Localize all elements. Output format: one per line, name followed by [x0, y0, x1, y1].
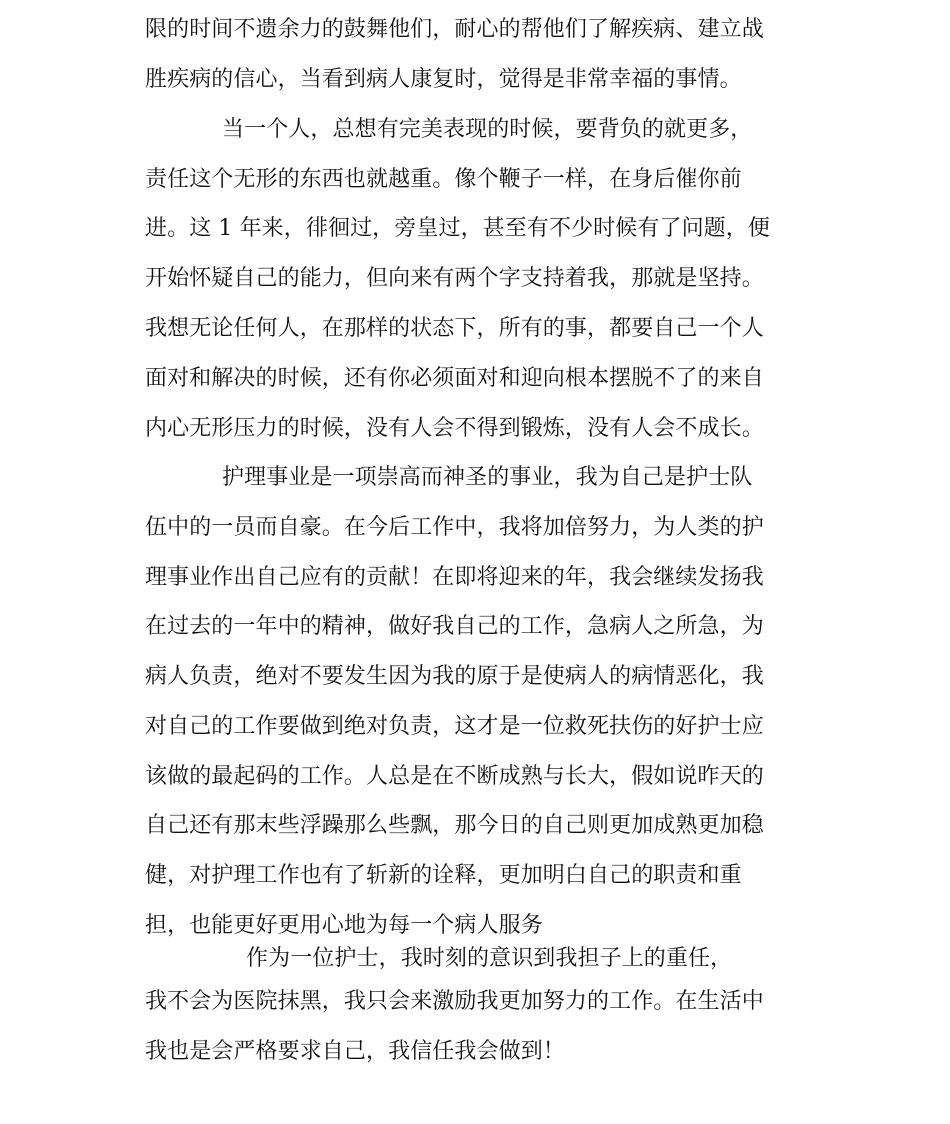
text-line: 担，也能更好更用心地为每一个病人服务 [145, 913, 543, 938]
text-line: 我也是会严格要求自己，我信任我会做到！ [145, 1039, 565, 1064]
paragraph-start-line: 作为一位护士，我时刻的意识到我担子上的重任， [246, 946, 733, 971]
text-line: 健，对护理工作也有了斩新的诠释，更加明白自己的职责和重 [145, 863, 742, 888]
text-line: 限的时间不遗余力的鼓舞他们，耐心的帮他们了解疾病、建立战 [145, 17, 764, 42]
text-line: 开始怀疑自己的能力，但向来有两个字支持着我，那就是坚持。 [145, 266, 764, 291]
paragraph-start-line: 护理事业是一项崇高而神圣的事业，我为自己是护士队 [222, 465, 753, 490]
text-line: 病人负责，绝对不要发生因为我的原于是使病人的病情恶化，我 [145, 664, 764, 689]
text-line: 我不会为医院抹黑，我只会来激励我更加努力的工作。在生活中 [145, 989, 764, 1014]
text-line: 进。这 1 年来，徘徊过，旁皇过，甚至有不少时候有了问题，便 [145, 216, 770, 241]
text-line: 我想无论任何人，在那样的状态下，所有的事，都要自己一个人 [145, 316, 764, 341]
text-line: 面对和解决的时候，还有你必须面对和迎向根本摆脱不了的来自 [145, 366, 764, 391]
text-line: 伍中的一员而自豪。在今后工作中，我将加倍努力，为人类的护 [145, 515, 764, 540]
text-line: 理事业作出自己应有的贡献！在即将迎来的年，我会继续发扬我 [145, 565, 764, 590]
paragraph-start-line: 当一个人，总想有完美表现的时候，要背负的就更多， [222, 117, 753, 142]
text-line: 内心无形压力的时候，没有人会不得到锻炼，没有人会不成长。 [145, 416, 764, 441]
text-line: 责任这个无形的东西也就越重。像个鞭子一样，在身后催你前 [145, 167, 742, 192]
text-line: 对自己的工作要做到绝对负责，这才是一位救死扶伤的好护士应 [145, 714, 764, 739]
text-line: 胜疾病的信心，当看到病人康复时，觉得是非常幸福的事情。 [145, 67, 742, 92]
text-line: 自己还有那末些浮躁那么些飘，那今日的自己则更加成熟更加稳 [145, 813, 764, 838]
text-line: 该做的最起码的工作。人总是在不断成熟与长大，假如说昨天的 [145, 764, 764, 789]
text-line: 在过去的一年中的精神，做好我自己的工作，急病人之所急，为 [145, 614, 764, 639]
